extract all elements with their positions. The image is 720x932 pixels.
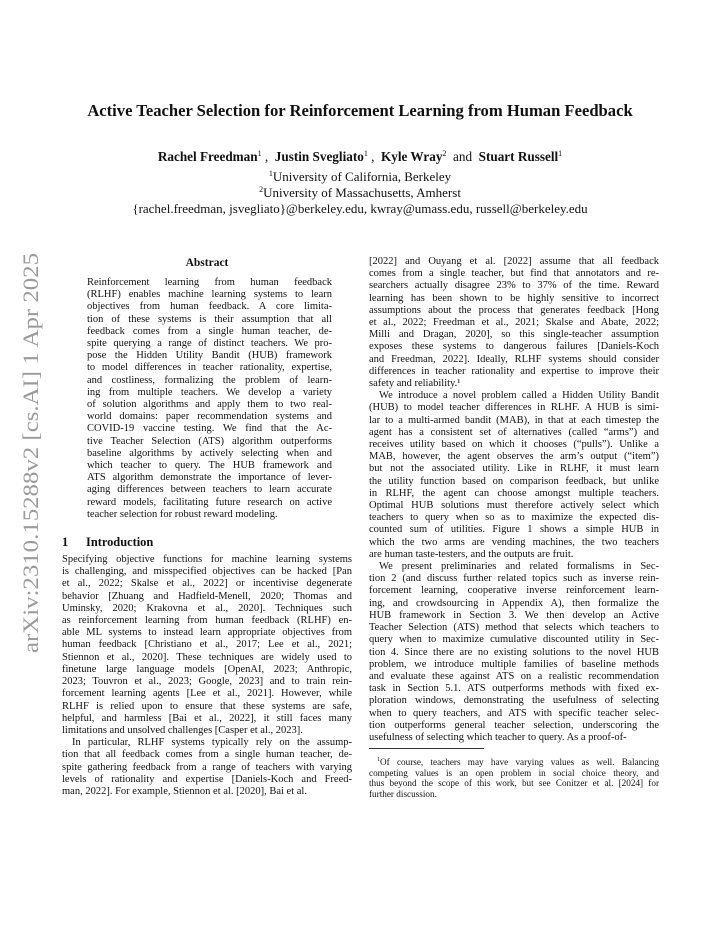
body-line: forcement learning, cooperative inverse reinforcement learn- xyxy=(369,585,659,597)
intro-line: limitations and unsolved challenges [Casper et al., 2023]. xyxy=(62,724,303,736)
section-title: Introduction xyxy=(86,535,154,550)
body-line: the utility function based on comparison feedback, but unlike xyxy=(369,475,659,487)
left-column xyxy=(62,256,352,798)
body-line: et al., 2022; Freedman et al., 2021; Skalse and Abate, 2022; xyxy=(369,317,659,329)
author-affiliation-mark: 1 xyxy=(257,149,262,158)
intro-line: able ML systems to instead learn appropriate objectives from xyxy=(62,627,352,639)
right-column xyxy=(369,256,659,800)
body-line: We present preliminaries and related formalisms in Sec- xyxy=(379,561,659,573)
abstract-line: feedback comes from a single human teacher, de- xyxy=(87,325,332,337)
footnote-line xyxy=(369,755,659,768)
footnote-mark: 1 xyxy=(377,757,380,764)
intro-line: spite gathering feedback from a range of teachers with varying xyxy=(62,761,352,773)
body-line: (HUB) to model teacher differences in RLHF. A HUB is simi- xyxy=(369,402,659,414)
author-list: Rachel Freedman$^1$ , Justin Svegliato$^1$ , Kyle Wray$^2$ and Stuart Russell$^1$ xyxy=(157,149,563,164)
body-line: agent has a consistent set of alternatives (called “arms”) and xyxy=(369,426,659,438)
author-name: Kyle Wray xyxy=(381,149,443,164)
body-line: which the two arms are vending machines, the two teachers xyxy=(369,536,659,548)
body-paragraph xyxy=(369,561,659,744)
body-line: tion 2 (and discuss further related topics such as inverse rein- xyxy=(369,573,659,585)
footnote-line: competing values is an open problem in social choice theory, and xyxy=(369,767,659,778)
body-line: differences in teacher rationality and expertise to improve their xyxy=(369,365,659,377)
body-line: receives utility based on which it chooses (“pulls”). Unlike a xyxy=(369,439,659,451)
body-paragraph xyxy=(369,256,659,390)
arxiv-stamp-text: arXiv:2310.15288v2 [cs.AI] 1 Apr 2025 xyxy=(18,290,43,653)
intro-line: finetune large language models [OpenAI, 2023; Anthropic, xyxy=(62,663,352,675)
affiliation-mark: 1 xyxy=(268,169,273,178)
affiliation-text: University of California, Berkeley xyxy=(272,169,452,184)
intro-line: In particular, RLHF systems typically rely on the assump- xyxy=(72,737,352,749)
body-line: Milli and Dragan, 2020], so this single-teacher assumption xyxy=(369,329,659,341)
author-affiliation-mark: 2 xyxy=(442,149,447,158)
author-name: Justin Svegliato xyxy=(274,149,364,164)
footnote-line: further discussion. xyxy=(369,788,437,799)
paper-title: Active Teacher Selection for Reinforcement Learning from Human Feedback xyxy=(87,101,633,120)
footnote xyxy=(369,755,659,799)
abstract-line: (RLHF) enables machine learning systems to learn xyxy=(87,289,332,301)
body-paragraph xyxy=(369,390,659,561)
abstract-line: baseline algorithms by actively selecting when and xyxy=(87,447,332,459)
intro-line: tion that all feedback comes from a single human teacher, de- xyxy=(62,749,352,761)
authors-and: and xyxy=(453,149,473,164)
body-line: in RLHF, the agent can choose amongst multiple teachers. xyxy=(369,487,659,499)
intro-line: helpful, and harmless [Bai et al., 2022], it still faces many xyxy=(62,712,352,724)
body-line: ing, and crowdsourcing in Appendix A), then formalize the xyxy=(369,597,659,609)
abstract-line: aging differences between teachers to learn accurate xyxy=(87,484,332,496)
footnote-text: Of course, teachers may have varying values as well. Balancing xyxy=(380,757,659,768)
body-line: query when to maximize cumulative discounted utility in Sec- xyxy=(369,634,659,646)
body-line: are human taste-testers, and the outputs are fruit. xyxy=(369,548,574,560)
abstract-heading: Abstract xyxy=(185,257,229,269)
abstract-line: Reinforcement learning from human feedback xyxy=(87,277,332,288)
abstract-line: spite querying a range of distinct teachers. We pro- xyxy=(87,338,332,350)
body-line: MAB, however, the agent observes the arm’s output (“item”) xyxy=(369,451,659,463)
abstract-line: ATS algorithm demonstrate the importance of lever- xyxy=(87,472,332,484)
body-line: usefulness of selecting which teacher to query. As a proof-of- xyxy=(369,731,627,743)
intro-line: man, 2022]. For example, Stiennon et al. [2020], Bai et al. xyxy=(62,785,307,797)
body-line: comes from a single teacher, but find that annotators and re- xyxy=(369,268,659,280)
intro-paragraph xyxy=(62,737,352,798)
abstract-line: COVID-19 vaccine testing. We find that the Ac- xyxy=(87,423,332,435)
body-line: counted sum of utilities. Figure 1 shows a simple HUB in xyxy=(369,524,659,536)
intro-line: is challenging, and misspecified objectives can be hacked [Pan xyxy=(62,566,352,578)
body-line: teachers to query when so as to maximize the expected dis- xyxy=(369,512,659,524)
section-number: 1 xyxy=(62,535,69,550)
abstract-line: which teacher to query. The HUB framework and xyxy=(87,460,332,472)
footnote-rule xyxy=(369,748,484,749)
body-line: problem, we introduce multiple families of baseline methods xyxy=(369,658,659,670)
intro-line: forcement learning agents [Lee et al., 2021]. However, while xyxy=(62,688,352,700)
abstract-line: ing from multiple teachers. We develop a variety xyxy=(87,386,332,398)
abstract-line: to model differences in teacher rationality, expertise, xyxy=(87,362,332,374)
abstract-body xyxy=(62,277,352,521)
author-emails: {rachel.freedman, jsvegliato}@berkeley.edu, kwray@umass.edu, russell@berkeley.edu xyxy=(132,201,588,216)
abstract-line: tive Teacher Selection (ATS) algorithm outperforms xyxy=(87,435,332,447)
abstract-line: tion of these systems is their assumption that all xyxy=(87,313,332,325)
intro-line: behavior [Zhuang and Hadfield-Menell, 2020; Thomas and xyxy=(62,590,352,602)
intro-line: Stiennon et al., 2020]. These techniques are widely used to xyxy=(62,651,352,663)
body-line: learning has been shown to be highly sensitive to incorrect xyxy=(369,292,659,304)
author-name: Rachel Freedman xyxy=(157,149,258,164)
body-line: safety and reliability.¹ xyxy=(369,378,461,390)
body-line: and evaluate these against ATS on a realistic recommendation xyxy=(369,670,659,682)
author-affiliation-mark: 1 xyxy=(558,149,563,158)
affiliation-mark: 2 xyxy=(259,185,264,194)
footnote-line: thus beyond the scope of this work, but see Conitzer et al. [2024] for xyxy=(369,778,659,789)
body-line: Teacher Selection (ATS) method that selects which teachers to xyxy=(369,622,659,634)
abstract-line: pose the Hidden Utility Bandit (HUB) framework xyxy=(87,350,332,362)
arxiv-stamp xyxy=(8,250,50,655)
author-name: Stuart Russell xyxy=(478,149,559,164)
intro-line: et al., 2022; Skalse et al., 2022] or incentivise degenerate xyxy=(62,578,352,590)
intro-line: 2023; Touvron et al., 2023; Google, 2023] and to train rein- xyxy=(62,676,352,688)
body-line: and Freedman, 2022]. Ideally, RLHF systems should consider xyxy=(369,353,659,365)
abstract-line: of solution algorithms and apply them to two real- xyxy=(87,399,332,411)
body-line: task in Section 5.1. ATS outperforms methods with fixed ex- xyxy=(369,683,659,695)
abstract-line: reward models, facilitating future research on active xyxy=(87,496,332,508)
abstract-line: teacher selection for robust reward modeling. xyxy=(87,508,278,520)
body-line: HUB framework in Section 3. We then develop an Active xyxy=(369,609,659,621)
body-line: We introduce a novel problem called a Hidden Utility Bandit xyxy=(379,390,659,402)
affiliation-text: University of Massachusetts, Amherst xyxy=(263,185,461,200)
intro-paragraph xyxy=(62,554,352,737)
section-heading xyxy=(62,535,352,550)
body-line: exposes these systems to dangerous failures [Daniels-Koch xyxy=(369,341,659,353)
body-line: searchers actually disagree 23% to 37% of the time. Reward xyxy=(369,280,659,292)
abstract-line: and costliness, formalizing the problem of learn- xyxy=(87,374,332,386)
affiliation xyxy=(60,182,660,200)
body-line: but not the associated utility. Like in RLHF, it must learn xyxy=(369,463,659,475)
intro-line: Specifying objective functions for machine learning systems xyxy=(62,554,352,566)
body-line: tion outperforms general teacher selection, underscoring the xyxy=(369,719,659,731)
body-line: [2022] and Ouyang et al. [2022] assume that all feedback xyxy=(369,256,659,267)
body-line: tion 4. Since there are no existing solutions to the novel HUB xyxy=(369,646,659,658)
intro-line: levels of rationality and expertise [Daniels-Koch and Freed- xyxy=(62,773,352,785)
intro-line: human feedback [Christiano et al., 2017; Lee et al., 2021; xyxy=(62,639,352,651)
intro-line: RLHF is relied upon to ensure that these systems are safe, xyxy=(62,700,352,712)
intro-line: Uminsky, 2020; Krakovna et al., 2020]. Techniques such xyxy=(62,602,352,614)
body-line: assumptions about the process that generates feedback [Hong xyxy=(369,304,659,316)
abstract-line: world domains: paper recommendation systems and xyxy=(87,411,332,423)
author-affiliation-mark: 1 xyxy=(363,149,368,158)
body-line: lar to a multi-armed bandit (MAB), in that at each timestep the xyxy=(369,414,659,426)
abstract-line: objectives from human feedback. A core limita- xyxy=(87,301,332,313)
body-line: Optimal HUB solutions must therefore actively select which xyxy=(369,500,659,512)
body-line: when to query teachers, and ATS with specific teacher selec- xyxy=(369,707,659,719)
body-line: ploration windows, demonstrating the usefulness of selecting xyxy=(369,695,659,707)
intro-line: as reinforcement learning from human feedback (RLHF) en- xyxy=(62,615,352,627)
